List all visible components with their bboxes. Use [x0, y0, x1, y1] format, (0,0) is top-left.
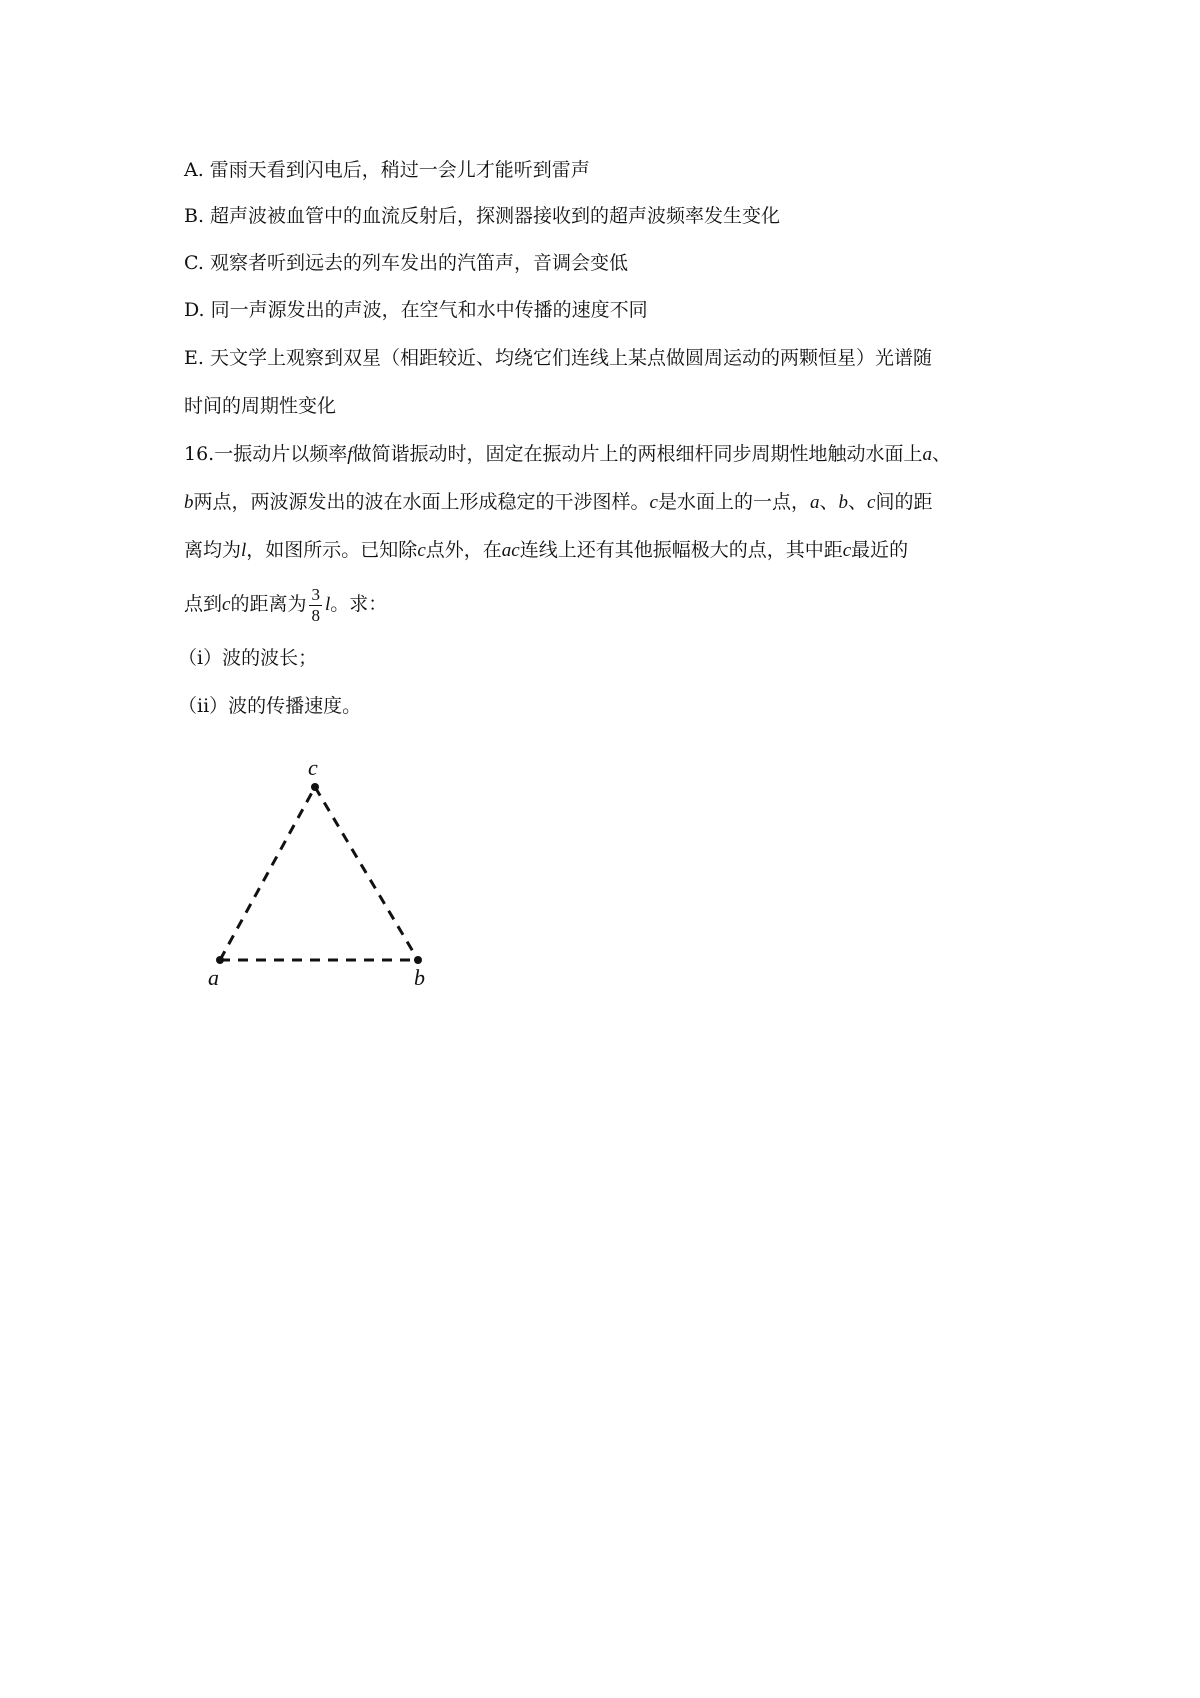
var-b: b — [838, 492, 848, 513]
q16-text: 的距离为 — [230, 593, 307, 615]
var-c: c — [417, 540, 426, 561]
sub-question-2: （ii）波的传播速度。 — [178, 695, 362, 717]
label-a: a — [208, 965, 219, 990]
q16-text: 两点，两波源发出的波在水面上形成稳定的干涉图样。 — [193, 491, 650, 513]
sub-question-1: （i）波的波长； — [178, 647, 318, 669]
q16-text: 是水面上的一点， — [657, 491, 810, 513]
fraction-denominator: 8 — [311, 605, 320, 625]
option-a: A. 雷雨天看到闪电后，稍过一会儿才能听到雷声 — [184, 159, 590, 181]
var-b: b — [184, 492, 194, 513]
question16-line2 — [184, 490, 932, 515]
var-c: c — [649, 492, 658, 513]
q16-text: 、 — [847, 491, 867, 513]
var-l: l — [241, 540, 247, 561]
question16-line1 — [184, 442, 951, 467]
var-c: c — [867, 492, 876, 513]
var-l: l — [324, 594, 331, 615]
q16-text: 16.一振动片以频率 — [184, 443, 348, 465]
label-c: c — [308, 755, 318, 780]
fraction-three-eighths — [309, 585, 322, 626]
triangle-figure — [190, 745, 450, 995]
option-b: B. 超声波被血管中的血流反射后，探测器接收到的超声波频率发生变化 — [184, 205, 781, 227]
q16-text: 做简谐振动时，固定在振动片上的两根细杆同步周期性地触动水面上 — [352, 443, 923, 465]
option-c: C. 观察者听到远去的列车发出的汽笛声，音调会变低 — [184, 252, 628, 274]
option-e-line2: 时间的周期性变化 — [184, 395, 337, 417]
question16-line4 — [184, 584, 387, 626]
q16-text: 、 — [819, 491, 839, 513]
var-a: a — [809, 492, 820, 513]
q16-text: 。求： — [330, 593, 388, 615]
q16-text: 、 — [932, 443, 952, 465]
point-b — [414, 956, 422, 964]
point-c — [311, 783, 319, 791]
option-e-line1: E. 天文学上观察到双星（相距较近、均绕它们连线上某点做圆周运动的两颗恒星）光谱随 — [184, 347, 932, 369]
var-f: f — [347, 444, 353, 465]
q16-text: 间的距 — [875, 491, 933, 513]
question16-line3 — [184, 538, 908, 563]
q16-text: 点外，在 — [425, 539, 502, 561]
q16-text: 最近的 — [851, 539, 909, 561]
edge-cb — [315, 787, 418, 960]
q16-text: 离均为 — [184, 539, 242, 561]
fraction-numerator: 3 — [311, 584, 320, 604]
label-b: b — [414, 965, 425, 990]
q16-text: 连线上还有其他振幅极大的点，其中距 — [519, 539, 843, 561]
var-ac: ac — [501, 540, 520, 561]
var-c: c — [222, 594, 231, 615]
q16-text: ，如图所示。已知除 — [246, 539, 418, 561]
edge-ac — [220, 787, 315, 960]
var-a: a — [922, 444, 933, 465]
option-d: D. 同一声源发出的声波，在空气和水中传播的速度不同 — [184, 299, 648, 321]
var-c: c — [842, 540, 852, 561]
point-a — [216, 956, 224, 964]
q16-text: 点到 — [184, 593, 223, 615]
